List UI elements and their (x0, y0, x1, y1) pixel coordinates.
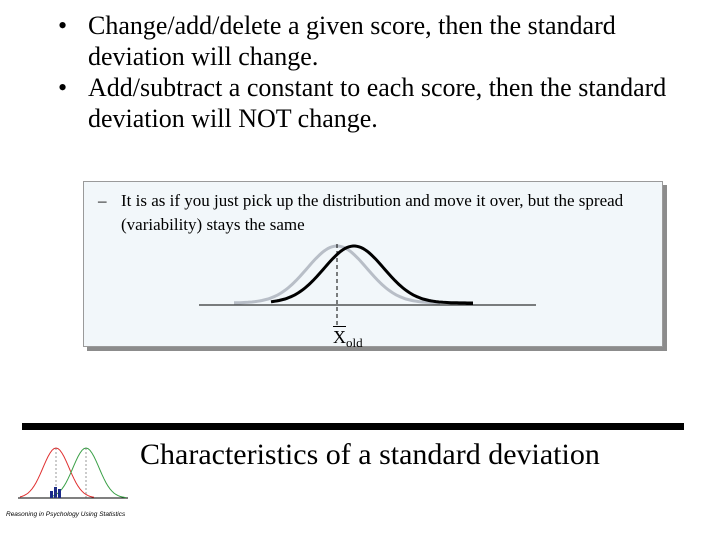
logo-histogram-bar (54, 487, 57, 498)
distribution-shift-diagram (84, 182, 662, 346)
bullet-symbol: • (58, 73, 68, 102)
bullet-text: Change/add/delete a given score, then the standard deviation will change. (88, 11, 616, 71)
bullet-list (58, 10, 698, 134)
footer-caption: Reasoning in Psychology Using Statistics (6, 511, 126, 518)
bullet-text: Add/subtract a constant to each score, then the standard deviation will NOT change. (88, 73, 667, 133)
logo-histogram-bar (50, 491, 53, 498)
x-bar-old-label (333, 328, 363, 352)
x-bar-subscript: old (346, 335, 363, 350)
illustration-panel (83, 181, 663, 350)
sub-bullet-text: It is as if you just pick up the distribution and move it over, but the spread (variability) stays the same (121, 191, 624, 234)
slide-title: Characteristics of a standard deviation (140, 438, 600, 471)
bullet-item (58, 72, 698, 134)
bullet-item (58, 10, 698, 72)
logo-green-curve (50, 448, 126, 498)
bullet-symbol: • (58, 11, 68, 40)
normal-distribution-logo (14, 438, 132, 510)
footer-divider (22, 423, 684, 430)
logo-histogram-bar (58, 489, 61, 498)
x-bar-symbol: $\overline{X}$ (333, 327, 346, 347)
sub-bullet-dash: – (98, 191, 107, 210)
